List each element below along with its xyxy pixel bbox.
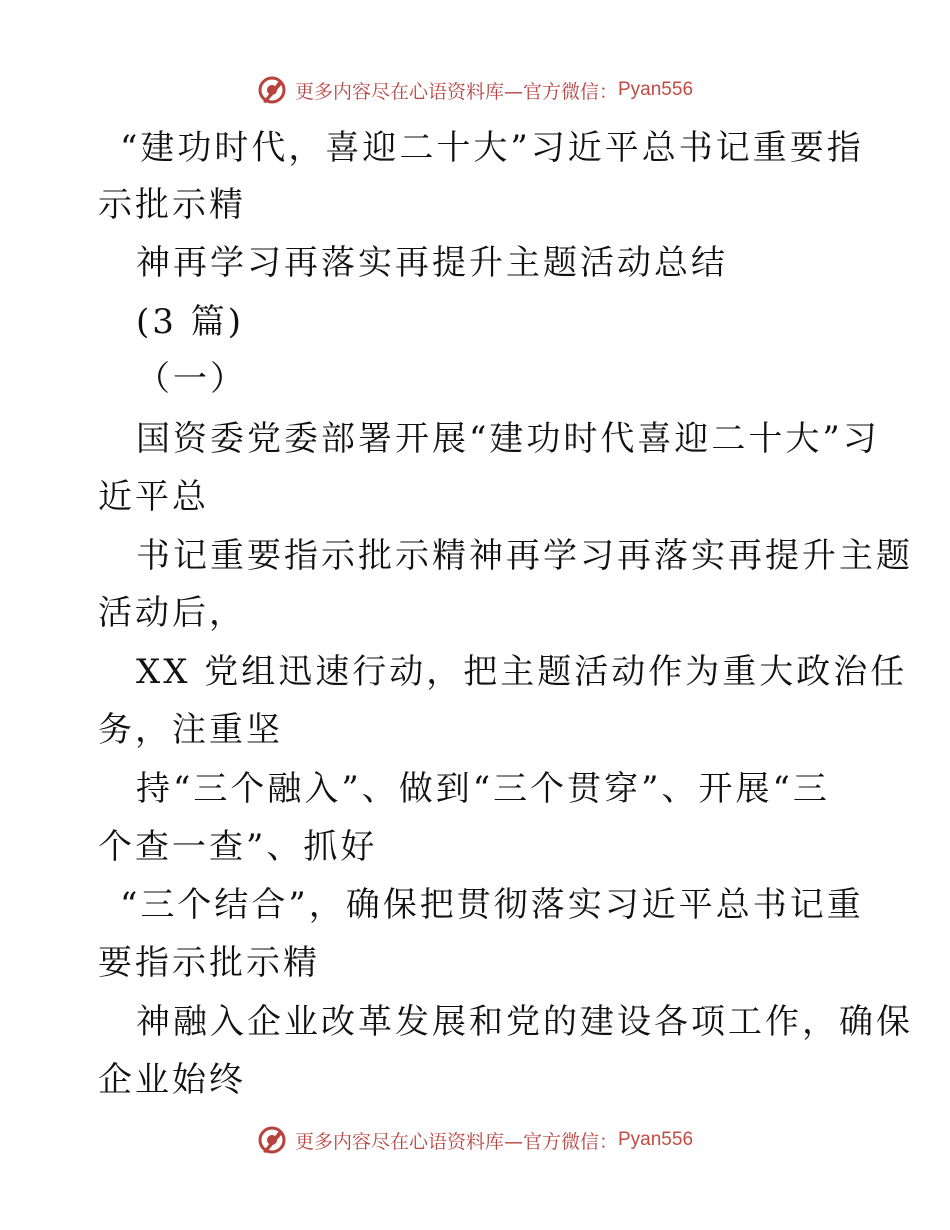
doc-line: 持“三个融入”、做到“三个贯穿”、开展“三: [136, 769, 830, 809]
watermark-text: 更多内容尽在心语资料库—官方微信：: [294, 1130, 618, 1153]
watermark-footer: [0, 1120, 950, 1160]
doc-line: 近平总: [98, 477, 209, 517]
quill-seal-icon: [257, 1125, 287, 1155]
doc-line: 神再学习再落实再提升主题活动总结: [136, 243, 728, 283]
doc-line: “三个结合”，确保把贯彻落实习近平总书记重: [120, 885, 864, 925]
watermark-wechat-id: Pyan556: [618, 79, 694, 100]
watermark-wechat-id: Pyan556: [618, 1129, 694, 1150]
doc-line: 个查一查”、抓好: [98, 827, 378, 867]
doc-line: 要指示批示精: [98, 943, 320, 983]
doc-line: “建功时代，喜迎二十大”习近平总书记重要指: [120, 128, 864, 168]
doc-line: XX 党组迅速行动，把主题活动作为重大政治任: [136, 652, 908, 692]
doc-line: 企业始终: [98, 1060, 246, 1100]
watermark-text: 更多内容尽在心语资料库—官方微信：: [294, 80, 618, 103]
doc-line: 书记重要指示批示精神再学习再落实再提升主题: [136, 536, 913, 576]
doc-line: 活动后，: [98, 593, 246, 633]
doc-line: 神融入企业改革发展和党的建设各项工作，确保: [136, 1002, 913, 1042]
doc-line: (3 篇): [136, 302, 244, 342]
doc-line: 务，注重坚: [98, 710, 283, 750]
doc-line: 国资委党委部署开展“建功时代喜迎二十大”习: [136, 419, 880, 459]
doc-line: 示批示精: [98, 185, 246, 225]
doc-line: （一）: [136, 359, 247, 399]
